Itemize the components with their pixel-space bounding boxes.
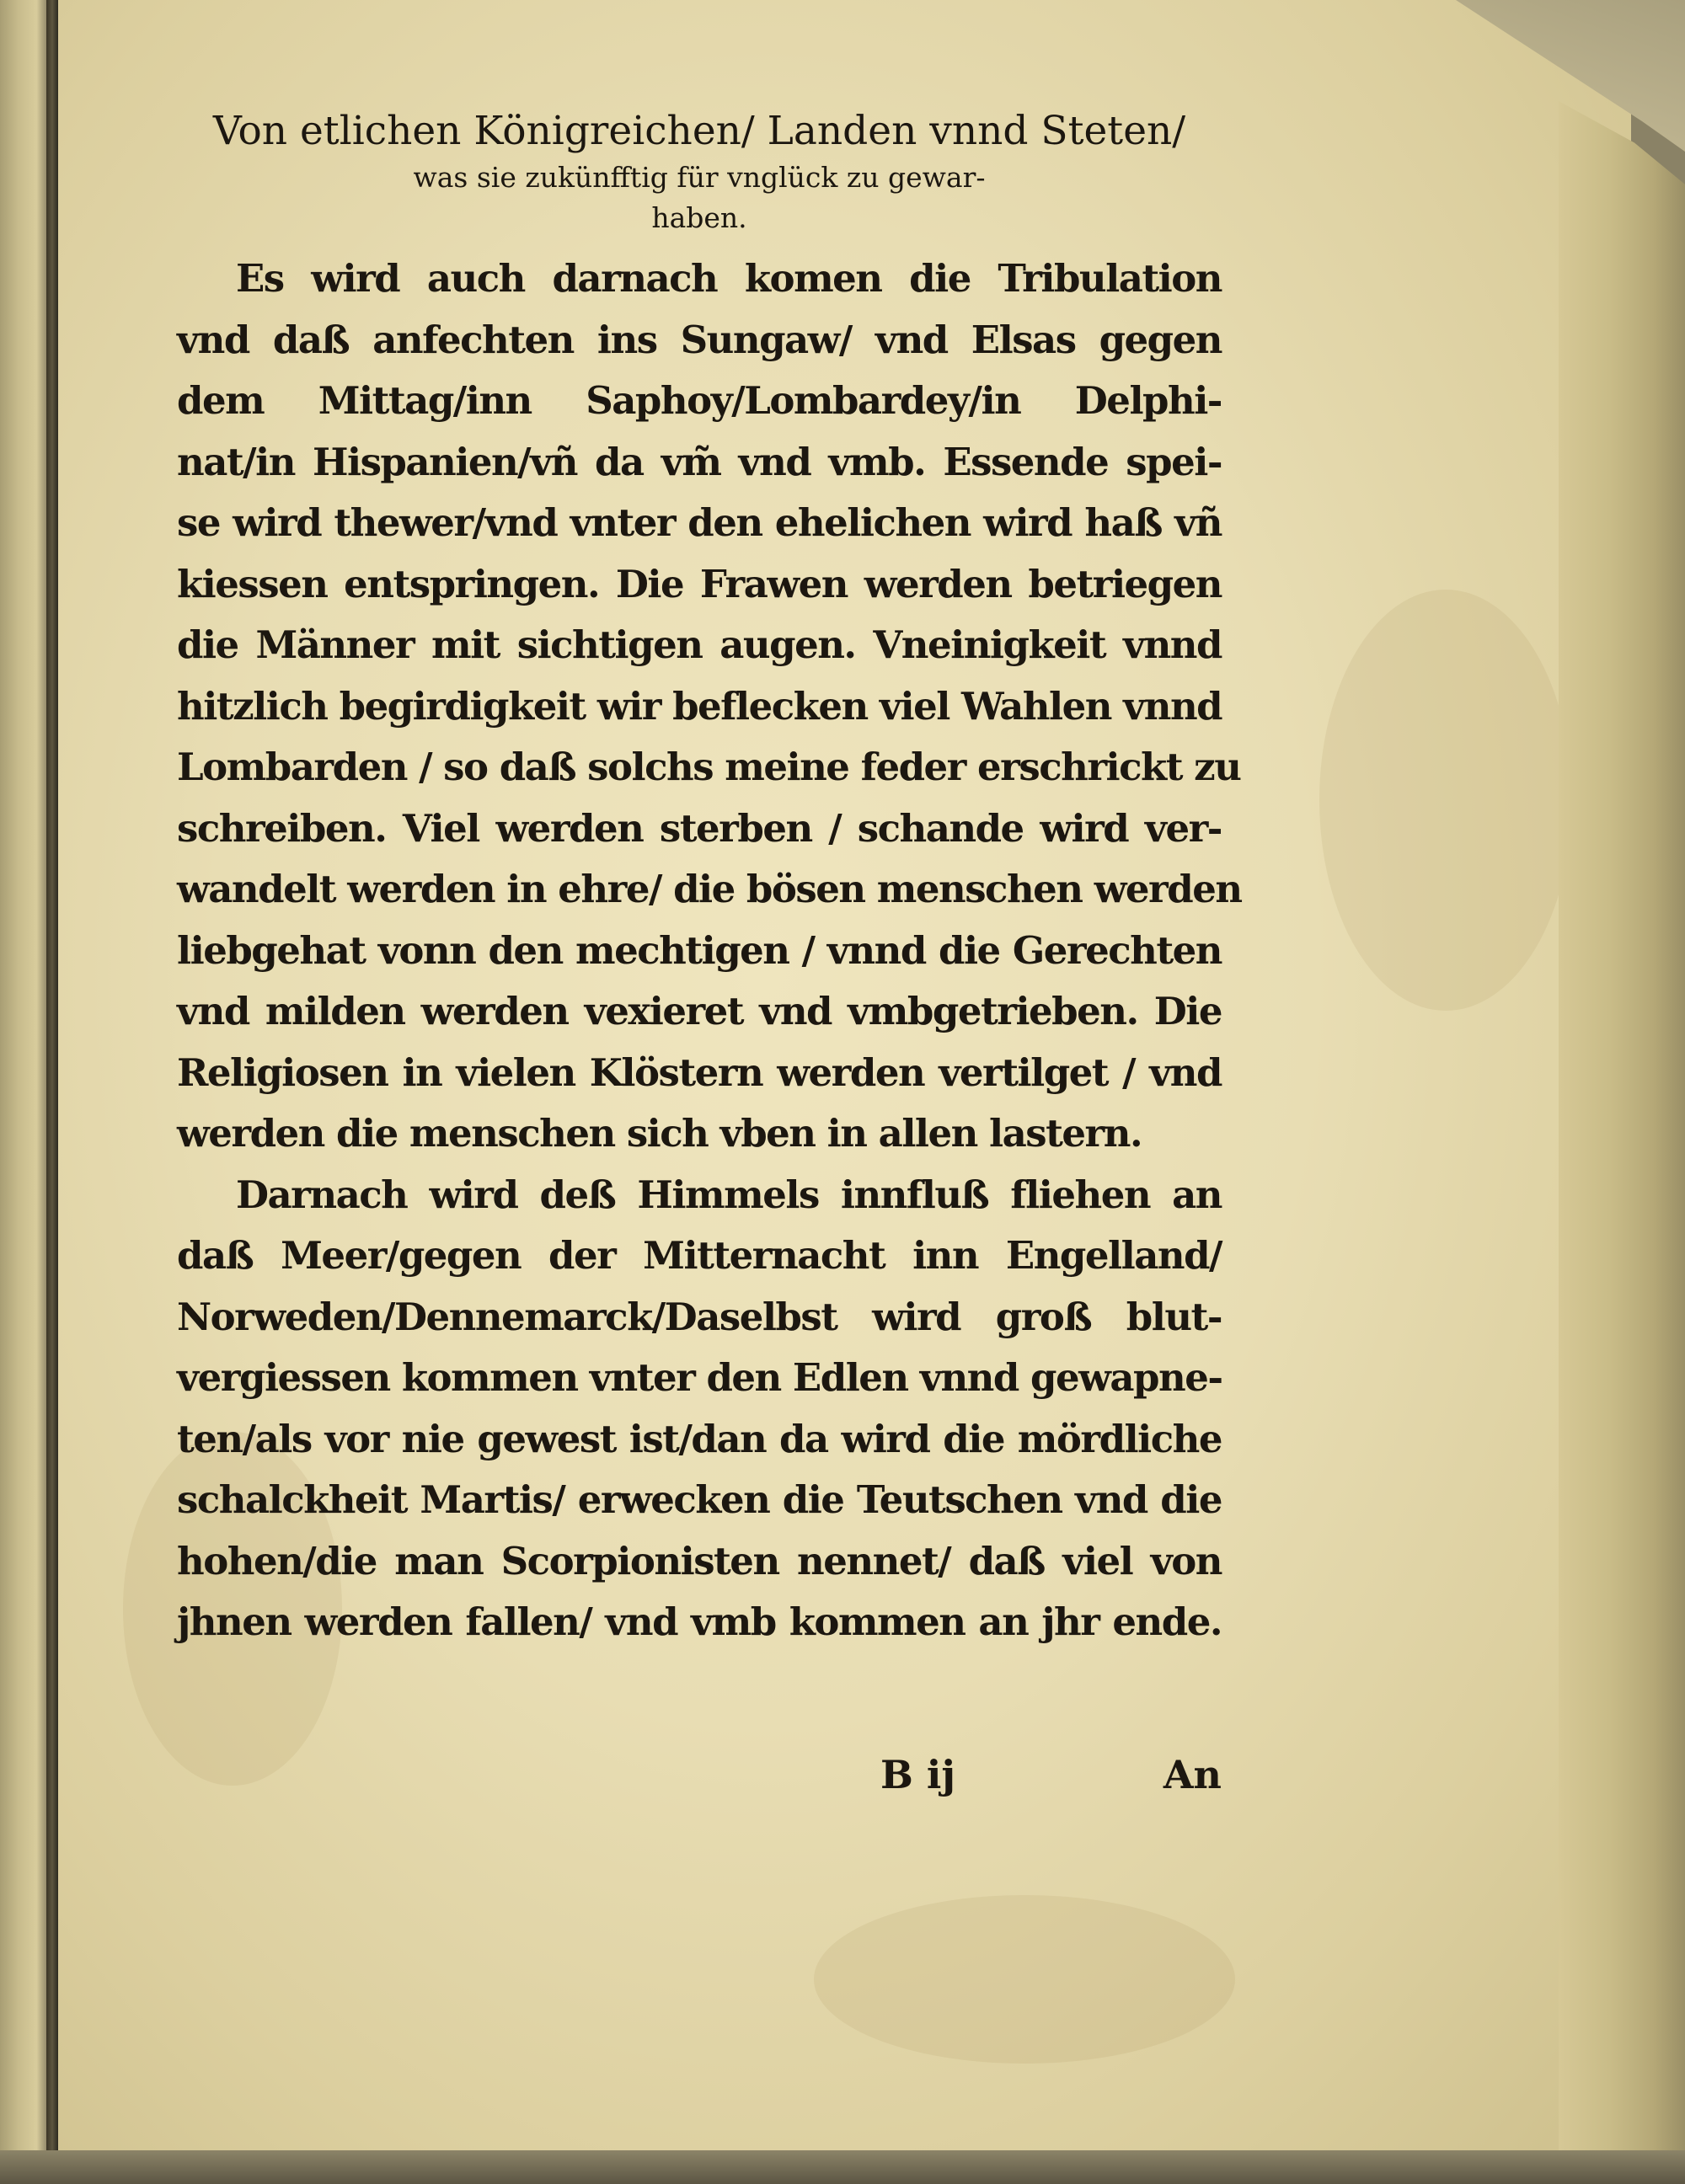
text-line: nat/in Hispanien/vñ da vm̃ vnd vmb. Essende spei- bbox=[177, 439, 1222, 484]
text-line: wandelt werden in ehre/ die bösen menschen werden bbox=[177, 867, 1242, 911]
text-line: vnd milden werden vexieret vnd vmbgetrieben. Die bbox=[177, 989, 1222, 1033]
text-line: kiessen entspringen. Die Frawen werden betriegen bbox=[177, 561, 1222, 606]
previous-page-edge bbox=[0, 0, 52, 2184]
body-text bbox=[177, 248, 1242, 1653]
page-footer bbox=[177, 1752, 1222, 1813]
text-line: die Männer mit sichtigen augen. Vneinigkeit vnnd bbox=[177, 622, 1222, 667]
page-heading: Von etlichen Königreichen/ Landen vnnd Steten/ bbox=[212, 108, 1186, 154]
signature-mark: B ij bbox=[880, 1752, 956, 1797]
text-line: liebgehat vonn den mechtigen / vnnd die Gerechten bbox=[177, 927, 1222, 973]
text-block bbox=[177, 105, 1242, 1653]
text-line: hohen/die man Scorpionisten nennet/ daß viel von bbox=[177, 1538, 1222, 1583]
text-line: Norweden/Dennemarck/Daselbst wird groß blut- bbox=[177, 1294, 1222, 1339]
text-line: vnd daß anfechten ins Sungaw/ vnd Elsas gegen bbox=[177, 317, 1222, 362]
text-line: ten/als vor nie gewest ist/dan da wird die mördliche bbox=[177, 1416, 1222, 1461]
page-subheading-line-2: haben. bbox=[651, 201, 747, 234]
text-line: jhnen werden fallen/ vnd vmb kommen an jhr ende. bbox=[177, 1599, 1222, 1644]
catchword: An bbox=[1163, 1752, 1222, 1797]
text-line: Es wird auch darnach komen die Tribulation bbox=[236, 256, 1222, 301]
text-line: vergiessen kommen vnter den Edlen vnnd gewapne- bbox=[177, 1355, 1222, 1400]
text-line: schreiben. Viel werden sterben / schande wird ver- bbox=[177, 805, 1222, 851]
text-line: dem Mittag/inn Saphoy/Lombardey/in Delphi- bbox=[177, 378, 1222, 423]
page-subheading-line-1: was sie zukünfftig für vnglück zu gewar- bbox=[413, 161, 986, 194]
text-line: Religiosen in vielen Klöstern werden vertilget / vnd bbox=[177, 1049, 1222, 1095]
text-line: Lombarden / so daß solchs meine feder erschrickt zu bbox=[177, 745, 1241, 789]
text-line: se wird thewer/vnd vnter den ehelichen wird haß vñ bbox=[177, 500, 1222, 545]
text-line: Darnach wird deß Himmels innfluß fliehen an bbox=[236, 1172, 1222, 1217]
text-line: werden die menschen sich vben in allen lastern. bbox=[177, 1111, 1142, 1156]
text-line: schalckheit Martis/ erwecken die Teutschen vnd die bbox=[177, 1477, 1222, 1522]
page-bottom-edge bbox=[0, 2150, 1685, 2184]
text-line: hitzlich begirdigkeit wir beflecken viel Wahlen vnnd bbox=[177, 683, 1222, 729]
text-line: daß Meer/gegen der Mitternacht inn Engelland/ bbox=[177, 1233, 1222, 1278]
page-edge-right bbox=[1559, 101, 1685, 2184]
book-gutter bbox=[46, 0, 58, 2184]
